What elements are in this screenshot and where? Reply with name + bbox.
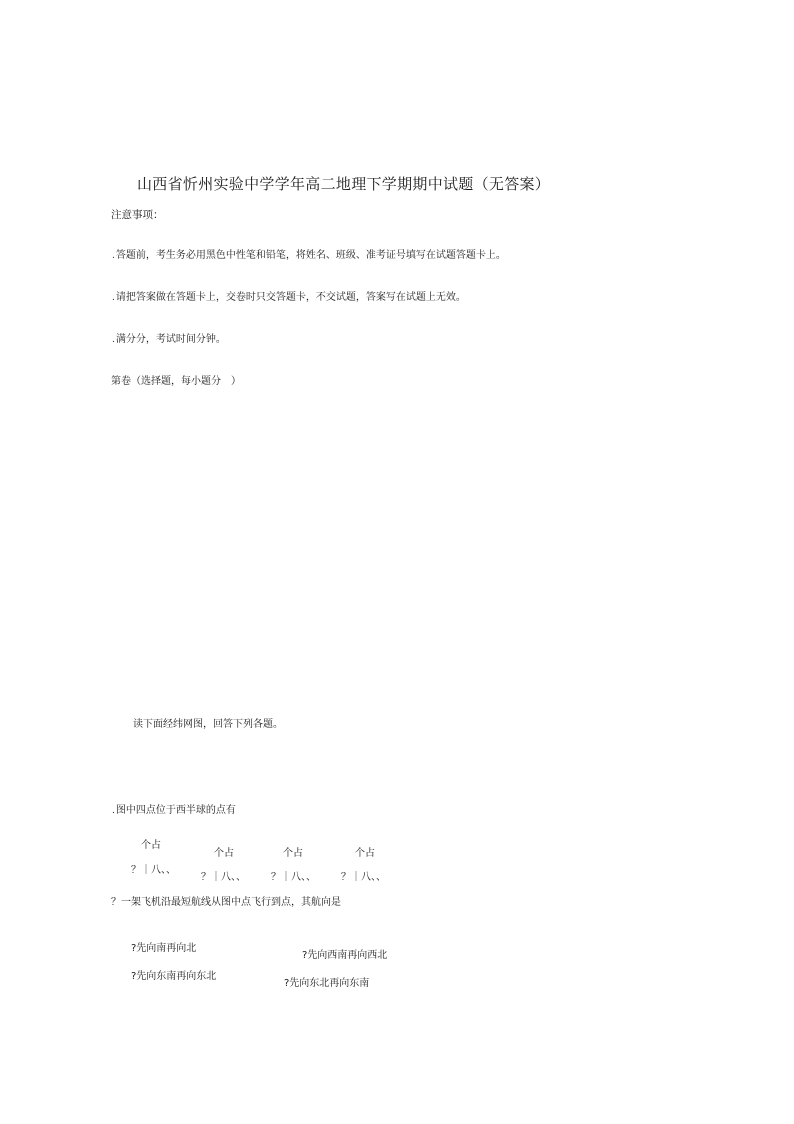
reading-prompt: 读下面经纬网图，回答下列各题。 bbox=[133, 719, 283, 730]
notice-item-text: 满分分，考试时间分钟。 bbox=[115, 334, 226, 345]
page-title: 山西省忻州实验中学学年高二地理下学期期中试题（无答案） bbox=[137, 175, 551, 193]
item-marker: . bbox=[112, 335, 115, 345]
question-1 bbox=[112, 806, 236, 816]
option-top-text: 个占 bbox=[283, 848, 303, 859]
option-bottom-text: ？｜八、、 bbox=[131, 865, 176, 876]
item-marker: . bbox=[112, 293, 115, 303]
option-top-text: 个占 bbox=[214, 848, 234, 859]
notice-item bbox=[112, 293, 466, 303]
notice-item bbox=[112, 251, 506, 261]
notice-heading: 注意事项： bbox=[111, 209, 164, 221]
answer-option: ?先向东北再向东南 bbox=[284, 978, 370, 989]
notice-item-text: 答题前，考生务必用黑色中性笔和铅笔，将姓名、班级、准考证号填写在试题答题卡上。 bbox=[115, 250, 506, 261]
answer-option: ?先向东南再向东北 bbox=[131, 971, 217, 982]
notice-item bbox=[112, 335, 226, 345]
question-marker: ？ bbox=[111, 897, 121, 908]
notice-item-text: 请把答案做在答题卡上，交卷时只交答题卡，不交试题，答案写在试题上无效。 bbox=[115, 292, 466, 303]
option-top-text: 个占 bbox=[355, 848, 375, 859]
section-heading: 第卷（选择题，每小题分 ） bbox=[111, 376, 241, 387]
question-text: 一架飞机沿最短航线从图中点飞行到点，其航向是 bbox=[121, 897, 341, 908]
option-bottom-text: ？｜八、、 bbox=[341, 872, 386, 883]
answer-option: ?先向西南再向西北 bbox=[302, 950, 388, 961]
question-2 bbox=[111, 898, 341, 908]
item-marker: . bbox=[112, 251, 115, 261]
option-bottom-text: ？｜八、、 bbox=[271, 872, 316, 883]
question-marker: . bbox=[112, 806, 115, 816]
question-text: 图中四点位于西半球的点有 bbox=[115, 805, 236, 816]
option-top-text: 个占 bbox=[141, 840, 161, 851]
option-bottom-text: ？｜八、、 bbox=[201, 872, 246, 883]
answer-option: ?先向南再向北 bbox=[131, 943, 197, 954]
